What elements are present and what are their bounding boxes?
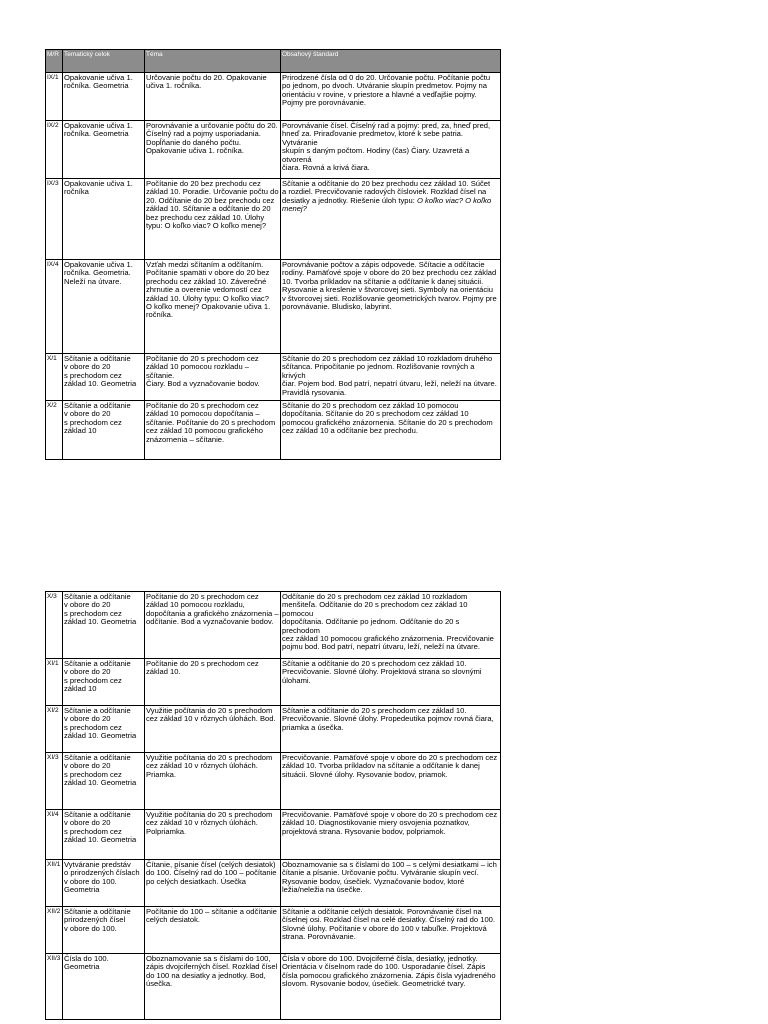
unit-cell: Sčítanie a odčítanie prirodzených čísel v obore do 100. (63, 907, 145, 954)
table-row (46, 121, 501, 179)
topic-cell: Počítanie do 20 s prechodom cez základ 10 pomocou rozkladu – sčítanie. Čiary. Bod a vyznačovanie bodov. (145, 354, 281, 401)
topic-cell: Počítanie do 100 – sčítanie a odčítanie celých desiatok. (145, 907, 281, 954)
topic-cell: Počítanie do 20 s prechodom cez základ 10 pomocou dopočítania – sčítanie. Počítanie do 20 s prechodom cez základ 10 pomocou grafického znázornenia – sčítanie. (145, 401, 281, 460)
week-cell: XII/3 (46, 954, 63, 1020)
topic-cell: Počítanie do 20 bez prechodu cez základ 10. Poradie. Určovanie počtu do 20. Odčítanie do 20 bez prechodu cez základ 10. Sčítanie a odčítanie do 20 bez prechodu cez základ 10. Úlohy typu: O koľko viac? O koľko menej? (145, 179, 281, 260)
table-row (46, 179, 501, 260)
unit-cell: Čísla do 100. Geometria (63, 954, 145, 1020)
header-topic: Téma (145, 50, 281, 73)
content-text: Sčítanie a odčítanie do 20 bez prechodu cez základ 10. Súčet a rozdiel. Precvičovanie radových čísloviek. Rozklad čísel na desiatky a jednotky. Riešenie úloh typu: (282, 179, 491, 205)
unit-cell: Sčítanie a odčítanie v obore do 20 s prechodom cez základ 10. Geometria (63, 592, 145, 659)
table-row (46, 706, 501, 753)
table-row (46, 659, 501, 706)
week-cell: X/3 (46, 592, 63, 659)
week-cell: IX/1 (46, 73, 63, 121)
content-cell: Sčítanie a odčítanie do 20 s prechodom cez základ 10. Precvičovanie. Slovné úlohy. Propedeutika pojmov rovná čiara, priamka a úsečka. (281, 706, 501, 753)
topic-cell: Určovanie počtu do 20. Opakovanie učiva 1. ročníka. (145, 73, 281, 121)
week-cell: X/2 (46, 401, 63, 460)
topic-cell: Porovnávanie a určovanie počtu do 20. Číselný rad a pojmy usporiadania. Dopĺňanie do daného počtu. Opakovanie učiva 1. ročníka. (145, 121, 281, 179)
unit-cell: Vytváranie predstáv o prirodzených číslach v obore do 100. Geometria (63, 860, 145, 907)
content-cell: Precvičovanie. Pamäťové spoje v obore do 20 s prechodom cez základ 10. Diagnostikovanie miery osvojenia poznatkov, projektová strana. Rysovanie bodov, polpriamok. (281, 810, 501, 860)
content-cell: Odčítanie do 20 s prechodom cez základ 10 rozkladom menšiteľa. Odčítanie do 20 s prechodom cez základ 10 pomocou dopočítania. Odčítanie po jednom. Odčítanie do 20 s prechodom cez základ 10 pomocou grafického znázornenia. Precvičovanie pojmu bod. Bod patrí, nepatrí útvaru, leží, neleží na útvare. (281, 592, 501, 659)
content-cell: Prirodzené čísla od 0 do 20. Určovanie počtu. Počítanie počtu po jednom, po dvoch. Utváranie skupín predmetov. Pojmy na orientáciu v rovine, v priestore a hlavné a vedľajšie pojmy. Pojmy pre porovnávanie. (281, 73, 501, 121)
curriculum-table-bottom (45, 591, 501, 1020)
week-cell: IX/4 (46, 260, 63, 354)
table-row (46, 753, 501, 810)
unit-cell: Sčítanie a odčítanie v obore do 20 s prechodom cez základ 10. Geometria (63, 810, 145, 860)
topic-cell: Využitie počítania do 20 s prechodom cez základ 10 v rôznych úlohách. Bod. (145, 706, 281, 753)
content-cell (281, 179, 501, 260)
content-emphasis: O koľko viac? O koľko menej? (282, 195, 492, 214)
header-unit: Tematický celok (63, 50, 145, 73)
week-cell: XI/1 (46, 659, 63, 706)
unit-cell: Opakovanie učiva 1. ročníka. Geometria (63, 121, 145, 179)
content-cell: Sčítanie do 20 s prechodom cez základ 10 rozkladom druhého sčítanca. Pripočítanie po jednom. Rozlišovanie rovných a krivých čiar. Pojem bod. Bod patrí, nepatrí útvaru, leží, neleží na útvare. Pravidlá rysovania. (281, 354, 501, 401)
unit-cell: Sčítanie a odčítanie v obore do 20 s prechodom cez základ 10. Geometria (63, 354, 145, 401)
curriculum-table-top (45, 49, 501, 460)
topic-cell: Vzťah medzi sčítaním a odčítaním. Počítanie spamäti v obore do 20 bez prechodu cez základ 10. Záverečné zhrnutie a overenie vedomostí cez základ 10. Úlohy typu: O koľko viac? O koľko menej? Opakovanie učiva 1. ročníka. (145, 260, 281, 354)
topic-cell: Počítanie do 20 s prechodom cez základ 10. (145, 659, 281, 706)
week-cell: X/1 (46, 354, 63, 401)
table-row (46, 401, 501, 460)
header-week: M/R (46, 50, 63, 73)
content-cell: Čísla v obore do 100. Dvojciferné čísla, desiatky, jednotky. Orientácia v číselnom rade do 100. Usporadanie čísel. Zápis čísla pomocou grafického znázornenia. Zápis čísla vyjadreného slovom. Rysovanie bodov, úsečiek. Geometrické tvary. (281, 954, 501, 1020)
week-cell: XI/4 (46, 810, 63, 860)
topic-cell: Čítanie, písanie čísel (celých desiatok) do 100. Číselný rad do 100 – počítanie po celých desiatkach. Úsečka (145, 860, 281, 907)
unit-cell: Sčítanie a odčítanie v obore do 20 s prechodom cez základ 10 (63, 659, 145, 706)
table-row (46, 354, 501, 401)
unit-cell: Sčítanie a odčítanie v obore do 20 s prechodom cez základ 10 (63, 401, 145, 460)
topic-cell: Oboznamovanie sa s číslami do 100, zápis dvojciferných čísel. Rozklad čísel do 100 na desiatky a jednotky. Bod, úsečka. (145, 954, 281, 1020)
table-row (46, 860, 501, 907)
unit-cell: Opakovanie učiva 1. ročníka. Geometria. Neleží na útvare. (63, 260, 145, 354)
content-cell: Precvičovanie. Pamäťové spoje v obore do 20 s prechodom cez základ 10. Tvorba príkladov na sčítanie a odčítanie k danej situácii. Slovné úlohy. Rysovanie bodov, priamok. (281, 753, 501, 810)
content-cell: Sčítanie a odčítanie do 20 s prechodom cez základ 10. Precvičovanie. Slovné úlohy. Projektová strana so slovnými úlohami. (281, 659, 501, 706)
unit-cell: Sčítanie a odčítanie v obore do 20 s prechodom cez základ 10. Geometria (63, 753, 145, 810)
table-header-row (46, 50, 501, 73)
unit-cell: Opakovanie učiva 1. ročníka. Geometria (63, 73, 145, 121)
week-cell: XI/3 (46, 753, 63, 810)
header-content: Obsahový štandard (281, 50, 501, 73)
content-cell: Sčítanie a odčítanie celých desiatok. Porovnávanie čísel na číselnej osi. Rozklad čísel na celé desiatky. Číselný rad do 100. Slovné úlohy. Počítanie v obore do 100 v tabuľke. Projektová strana. Porovnávanie. (281, 907, 501, 954)
content-cell: Sčítanie do 20 s prechodom cez základ 10 pomocou dopočítania. Sčítanie do 20 s prechodom cez základ 10 pomocou grafického znázornenia. Sčítanie do 20 s prechodom cez základ 10 a odčítanie bez prechodu. (281, 401, 501, 460)
content-cell: Porovnávanie čísel. Číselný rad a pojmy: pred, za, hneď pred, hneď za. Priraďovanie predmetov, ktoré k sebe patria. Vytváranie skupín s daným počtom. Hodiny (čas) Čiary. Uzavretá a otvorená čiara. Rovná a krivá čiara. (281, 121, 501, 179)
topic-cell: Počítanie do 20 s prechodom cez základ 10 pomocou rozkladu, dopočítania a grafického znázornenia – odčítanie. Bod a vyznačovanie bodov. (145, 592, 281, 659)
week-cell: IX/2 (46, 121, 63, 179)
unit-cell: Opakovanie učiva 1. ročníka (63, 179, 145, 260)
week-cell: IX/3 (46, 179, 63, 260)
content-cell: Porovnávanie počtov a zápis odpovede. Sčítacie a odčítacie rodiny. Pamäťové spoje v obore do 20 bez prechodu cez základ 10. Tvorba príkladov na sčítanie a odčítanie k danej situácii. Rysovanie a kreslenie v štvorcovej sieti. Symboly na orientáciu v štvorcovej sieti. Rozlišovanie geometrických tvarov. Pojmy pre porovnávanie. Bludisko, labyrint. (281, 260, 501, 354)
table-row (46, 592, 501, 659)
topic-cell: Využitie počítania do 20 s prechodom cez základ 10 v rôznych úlohách. Priamka. (145, 753, 281, 810)
content-cell: Oboznamovanie sa s číslami do 100 – s celými desiatkami – ich čítanie a písanie. Určovanie počtu. Vytváranie skupín vecí. Rysovanie bodov, úsečiek. Vyznačovanie bodov, ktoré ležia/neležia na úsečke. (281, 860, 501, 907)
topic-cell: Využitie počítania do 20 s prechodom cez základ 10 v rôznych úlohách. Polpriamka. (145, 810, 281, 860)
table-row (46, 260, 501, 354)
week-cell: XI/2 (46, 706, 63, 753)
table-row (46, 73, 501, 121)
table-row (46, 954, 501, 1020)
table-row (46, 810, 501, 860)
week-cell: XII/1 (46, 860, 63, 907)
week-cell: XII/2 (46, 907, 63, 954)
unit-cell: Sčítanie a odčítanie v obore do 20 s prechodom cez základ 10. Geometria (63, 706, 145, 753)
table-row (46, 907, 501, 954)
